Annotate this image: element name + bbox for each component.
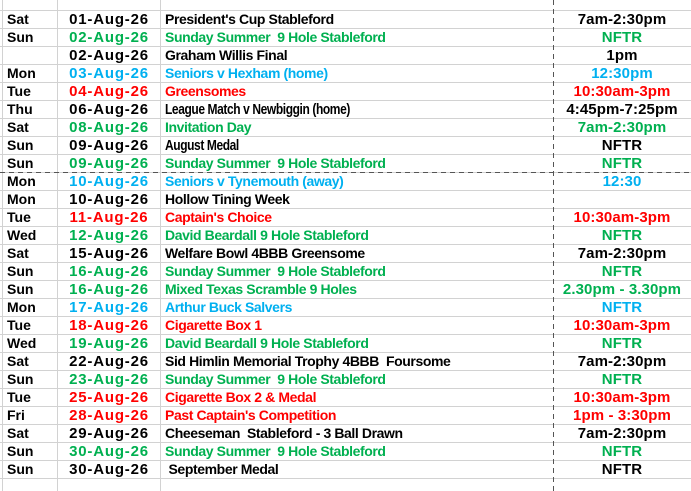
partial-row-top [0,0,691,11]
time-cell[interactable]: 7am-2:30pm [553,11,691,29]
time-cell[interactable]: 4:45pm-7:25pm [553,101,691,119]
day-cell[interactable]: Sat [3,425,58,443]
day-cell[interactable]: Sun [3,137,58,155]
event-cell[interactable] [161,29,553,47]
partial-row-bottom [0,479,691,491]
event-cell[interactable] [161,299,553,317]
event-cell[interactable] [161,479,553,491]
event-label: Graham Willis Final [165,47,288,63]
schedule-row [0,299,691,317]
event-cell[interactable] [161,371,553,389]
day-cell[interactable]: Wed [3,335,58,353]
day-cell[interactable]: Sun [3,29,58,47]
time-cell[interactable]: 2.30pm - 3.30pm [553,281,691,299]
schedule-row [0,65,691,83]
event-label: Hollow Tining Week [165,191,290,207]
schedule-row [0,209,691,227]
schedule-row [0,119,691,137]
time-cell[interactable]: NFTR [553,461,691,479]
event-label: Welfare Bowl 4BBB Greensome [165,245,365,261]
date-cell[interactable]: 25-Aug-26 [58,389,161,407]
date-cell[interactable]: 11-Aug-26 [58,209,161,227]
date-cell[interactable]: 29-Aug-26 [58,425,161,443]
day-cell[interactable]: Tue [3,317,58,335]
date-cell[interactable]: 28-Aug-26 [58,407,161,425]
schedule-row [0,47,691,65]
event-cell[interactable] [161,209,553,227]
schedule-row [0,461,691,479]
day-cell[interactable]: Mon [3,65,58,83]
date-cell[interactable]: 04-Aug-26 [58,83,161,101]
date-cell[interactable]: 09-Aug-26 [58,137,161,155]
time-cell[interactable]: NFTR [553,155,691,173]
schedule-row [0,389,691,407]
day-cell[interactable]: Thu [3,101,58,119]
event-label: Cigarette Box 1 [165,317,262,333]
date-cell[interactable]: 02-Aug-26 [58,29,161,47]
schedule-row [0,335,691,353]
event-label: Captain's Choice [165,209,272,225]
date-cell[interactable]: 16-Aug-26 [58,281,161,299]
date-cell[interactable]: 18-Aug-26 [58,317,161,335]
day-cell[interactable]: Sat [3,11,58,29]
event-cell[interactable] [161,65,553,83]
event-label: Sunday Summer 9 Hole Stableford [165,371,386,387]
date-cell[interactable] [58,0,161,11]
schedule-row [0,425,691,443]
time-cell[interactable]: NFTR [553,335,691,353]
schedule-row [0,371,691,389]
schedule-row [0,407,691,425]
date-cell[interactable]: 30-Aug-26 [58,443,161,461]
event-label: Cheeseman Stableford - 3 Ball Drawn [165,425,403,441]
date-cell[interactable]: 23-Aug-26 [58,371,161,389]
date-cell[interactable]: 19-Aug-26 [58,335,161,353]
date-cell[interactable]: 03-Aug-26 [58,65,161,83]
schedule-row [0,281,691,299]
time-cell[interactable]: NFTR [553,263,691,281]
event-label: Sid Himlin Memorial Trophy 4BBB Foursome [165,353,451,369]
date-cell[interactable]: 12-Aug-26 [58,227,161,245]
event-label: Seniors v Tynemouth (away) [165,173,344,189]
day-cell[interactable]: Tue [3,83,58,101]
date-cell[interactable]: 22-Aug-26 [58,353,161,371]
time-cell[interactable]: NFTR [553,299,691,317]
day-cell[interactable]: Sun [3,461,58,479]
event-label: Sunday Summer 9 Hole Stableford [165,443,386,459]
event-cell[interactable] [161,173,553,191]
event-label: League Match v Newbiggin (home) [165,101,350,118]
date-cell[interactable]: 10-Aug-26 [58,191,161,209]
schedule-row [0,353,691,371]
time-cell[interactable] [553,191,691,209]
day-cell[interactable]: Sun [3,443,58,461]
day-cell[interactable] [3,47,58,65]
event-label: Invitation Day [165,119,252,135]
event-label: Cigarette Box 2 & Medal [165,389,317,405]
time-cell[interactable] [553,479,691,491]
event-label: Past Captain's Competition [165,407,337,423]
time-cell[interactable]: 10:30am-3pm [553,389,691,407]
date-cell[interactable]: 09-Aug-26 [58,155,161,173]
day-cell[interactable]: Fri [3,407,58,425]
event-cell[interactable] [161,245,553,263]
day-cell[interactable]: Tue [3,389,58,407]
event-label: September Medal [165,461,279,477]
day-cell[interactable]: Tue [3,209,58,227]
event-cell[interactable] [161,11,553,29]
date-cell[interactable]: 02-Aug-26 [58,47,161,65]
event-cell[interactable] [161,155,553,173]
time-cell[interactable]: 10:30am-3pm [553,317,691,335]
date-cell[interactable]: 16-Aug-26 [58,263,161,281]
event-cell[interactable] [161,353,553,371]
schedule-row [0,443,691,461]
event-cell[interactable] [161,389,553,407]
vertical-page-break-line [553,0,554,491]
time-cell[interactable] [553,0,691,11]
event-label: Sunday Summer 9 Hole Stableford [165,263,386,279]
time-cell[interactable]: 7am-2:30pm [553,425,691,443]
date-cell[interactable] [58,479,161,491]
schedule-row [0,155,691,173]
event-label: Mixed Texas Scramble 9 Holes [165,281,357,297]
event-cell[interactable] [161,191,553,209]
day-cell[interactable]: Mon [3,299,58,317]
day-cell[interactable]: Sat [3,353,58,371]
time-cell[interactable]: NFTR [553,29,691,47]
time-cell[interactable]: 7am-2:30pm [553,353,691,371]
time-cell[interactable]: 7am-2:30pm [553,245,691,263]
event-cell[interactable] [161,407,553,425]
day-cell[interactable]: Sun [3,263,58,281]
schedule-row [0,137,691,155]
event-cell[interactable] [161,281,553,299]
event-label: Sunday Summer 9 Hole Stableford [165,29,386,45]
event-label: David Beardall 9 Hole Stableford [165,227,369,243]
day-cell[interactable]: Sun [3,371,58,389]
day-cell[interactable]: Wed [3,227,58,245]
event-cell[interactable] [161,101,553,119]
schedule-row [0,101,691,119]
date-cell[interactable]: 06-Aug-26 [58,101,161,119]
date-cell[interactable]: 08-Aug-26 [58,119,161,137]
time-cell[interactable]: 1pm - 3:30pm [553,407,691,425]
time-cell[interactable]: NFTR [553,443,691,461]
day-cell[interactable]: Sun [3,281,58,299]
time-cell[interactable]: 10:30am-3pm [553,83,691,101]
day-cell[interactable]: Sun [3,155,58,173]
schedule-row [0,191,691,209]
time-cell[interactable]: 1pm [553,47,691,65]
schedule-row [0,245,691,263]
event-cell[interactable] [161,263,553,281]
event-label: David Beardall 9 Hole Stableford [165,335,369,351]
schedule-row [0,317,691,335]
date-cell[interactable]: 01-Aug-26 [58,11,161,29]
time-cell[interactable]: 10:30am-3pm [553,209,691,227]
schedule-row [0,11,691,29]
event-label: August Medal [165,137,239,154]
time-cell[interactable]: NFTR [553,137,691,155]
event-cell[interactable] [161,425,553,443]
event-cell[interactable] [161,227,553,245]
event-cell[interactable] [161,0,553,11]
event-cell[interactable] [161,317,553,335]
event-label: President's Cup Stableford [165,11,334,27]
event-cell[interactable] [161,119,553,137]
time-cell[interactable]: 12:30pm [553,65,691,83]
date-cell[interactable]: 30-Aug-26 [58,461,161,479]
day-cell[interactable]: Mon [3,173,58,191]
event-label: Arthur Buck Salvers [165,299,293,315]
time-cell[interactable]: NFTR [553,371,691,389]
time-cell[interactable]: 12:30 [553,173,691,191]
day-cell[interactable] [3,479,58,491]
time-cell[interactable]: 7am-2:30pm [553,119,691,137]
date-cell[interactable]: 10-Aug-26 [58,173,161,191]
event-cell[interactable] [161,137,553,155]
event-label: Greensomes [165,83,246,99]
schedule-row [0,263,691,281]
day-cell[interactable]: Sat [3,245,58,263]
event-cell[interactable] [161,443,553,461]
time-cell[interactable]: NFTR [553,227,691,245]
event-label: Seniors v Hexham (home) [165,65,328,81]
day-cell[interactable] [3,0,58,11]
day-cell[interactable]: Mon [3,191,58,209]
day-cell[interactable]: Sat [3,119,58,137]
event-cell[interactable] [161,47,553,65]
event-label: Sunday Summer 9 Hole Stableford [165,155,386,171]
event-cell[interactable] [161,83,553,101]
schedule-row [0,83,691,101]
date-cell[interactable]: 17-Aug-26 [58,299,161,317]
schedule-row [0,29,691,47]
date-cell[interactable]: 15-Aug-26 [58,245,161,263]
schedule-row [0,173,691,191]
schedule-row [0,227,691,245]
event-cell[interactable] [161,461,553,479]
event-cell[interactable] [161,335,553,353]
horizontal-page-break-line [0,172,691,173]
